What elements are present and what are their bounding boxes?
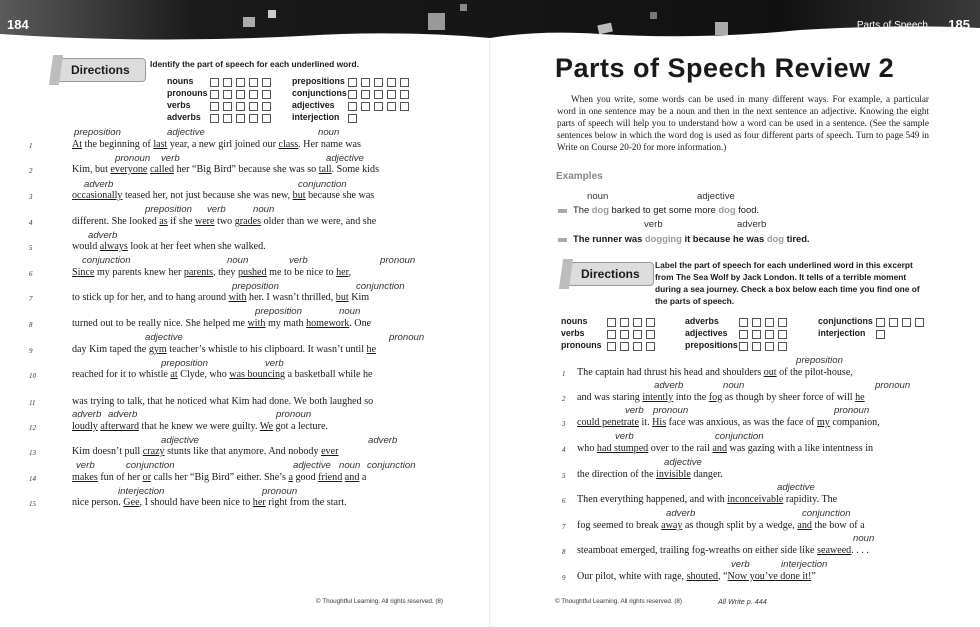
underlined-word: friend bbox=[318, 472, 343, 483]
part-of-speech-label: noun bbox=[318, 127, 340, 138]
checkbox[interactable] bbox=[387, 102, 396, 111]
underlined-word: had stumped bbox=[596, 443, 649, 454]
checklist-label-interjection: interjection bbox=[818, 328, 866, 338]
text-line: the direction of the invisible danger. bbox=[577, 469, 723, 480]
part-of-speech-label: interjection bbox=[781, 559, 828, 570]
checklist-label-adverbs: adverbs bbox=[167, 112, 201, 122]
part-of-speech-label: verb bbox=[625, 405, 644, 416]
checkbox[interactable] bbox=[262, 102, 271, 111]
text-line: Then everything happened, and with inconceivable rapidity. The bbox=[577, 494, 838, 505]
text-line: turned out to be really nice. She helped me with my math homework. One bbox=[72, 318, 372, 329]
checkbox[interactable] bbox=[876, 318, 885, 327]
underlined-word: and bbox=[712, 443, 727, 454]
checkbox[interactable] bbox=[236, 114, 245, 123]
checkbox[interactable] bbox=[739, 318, 748, 327]
underlined-word: and bbox=[344, 472, 360, 483]
underlined-word: last bbox=[153, 139, 168, 150]
intro-paragraph: When you write, some words can be used in many different ways. For example, a particular word in one sentence may be a noun and then in the next sentence an adjective. Knowing the eight parts of speech will help you to understand how a word can be used in a sentence. (See the sample sentences below in which the word dog is used as four different parts of speech. Turn to page 549 in Write on Course 20-20 for more information.) bbox=[557, 94, 929, 152]
checkbox[interactable] bbox=[249, 78, 258, 87]
part-of-speech-label: verb bbox=[265, 358, 284, 369]
text-line: Kim, but everyone called her “Big Bird” because she was so tall. Some kids bbox=[72, 164, 379, 175]
checkbox[interactable] bbox=[765, 342, 774, 351]
part-of-speech-label: noun bbox=[339, 460, 361, 471]
line-number: 3 bbox=[562, 420, 566, 428]
checkbox[interactable] bbox=[210, 78, 219, 87]
left-page-number: 184 bbox=[7, 17, 29, 32]
underlined-word: my bbox=[816, 417, 830, 428]
text-line: nice person. Gee, I should have been nice to her right from the start. bbox=[72, 497, 347, 508]
line-number: 12 bbox=[29, 424, 36, 432]
underlined-word: but bbox=[335, 292, 349, 303]
part-of-speech-label: preposition bbox=[232, 281, 279, 292]
checkbox-group-adverbs bbox=[210, 114, 275, 123]
checkbox[interactable] bbox=[915, 318, 924, 327]
checkbox[interactable] bbox=[400, 78, 409, 87]
checkbox[interactable] bbox=[607, 330, 616, 339]
underlined-word: seaweed bbox=[817, 545, 852, 556]
checkbox[interactable] bbox=[374, 78, 383, 87]
example-annotation: verb bbox=[644, 219, 663, 230]
underlined-word: grades bbox=[234, 216, 262, 227]
checkbox[interactable] bbox=[778, 342, 787, 351]
part-of-speech-label: interjection bbox=[118, 486, 165, 497]
part-of-speech-label: adjective bbox=[777, 482, 815, 493]
checkbox-group-conjunctions bbox=[876, 318, 928, 327]
part-of-speech-label: conjunction bbox=[802, 508, 851, 519]
checkbox[interactable] bbox=[249, 102, 258, 111]
checkbox-group-adjectives bbox=[739, 330, 791, 339]
checkbox[interactable] bbox=[361, 90, 370, 99]
underlined-word: were bbox=[194, 216, 215, 227]
checkbox[interactable] bbox=[620, 330, 629, 339]
text-line: occasionally teased her, not just because she was new, but because she was bbox=[72, 190, 375, 201]
line-number: 13 bbox=[29, 449, 36, 457]
checkbox[interactable] bbox=[400, 102, 409, 111]
page-title: Parts of Speech Review 2 bbox=[555, 53, 895, 83]
part-of-speech-label: noun bbox=[253, 204, 275, 215]
running-head: Parts of Speech bbox=[856, 20, 928, 31]
text-line: makes fun of her or calls her “Big Bird” either. She’s a good friend and a bbox=[72, 472, 367, 483]
part-of-speech-label: conjunction bbox=[356, 281, 405, 292]
underlined-word: and bbox=[797, 520, 812, 531]
checklist-label-pronouns: pronouns bbox=[561, 340, 602, 350]
checkbox[interactable] bbox=[633, 318, 642, 327]
underlined-word: shouted bbox=[686, 571, 719, 582]
checkbox[interactable] bbox=[620, 318, 629, 327]
part-of-speech-label: verb bbox=[289, 255, 308, 266]
checklist-label-conjunctions: conjunctions bbox=[818, 316, 873, 326]
part-of-speech-label: preposition bbox=[74, 127, 121, 138]
example-sentence-1: The dog barked to get some more dog food. bbox=[558, 204, 759, 215]
checkbox[interactable] bbox=[210, 90, 219, 99]
underlined-word: he bbox=[855, 392, 865, 403]
line-number: 2 bbox=[562, 395, 566, 403]
text-line: day Kim taped the gym teacher’s whistle to his clipboard. It wasn’t until he bbox=[72, 344, 377, 355]
checkbox[interactable] bbox=[236, 90, 245, 99]
checklist-label-nouns: nouns bbox=[167, 76, 194, 86]
part-of-speech-label: pronoun bbox=[875, 380, 911, 391]
underlined-word: he bbox=[366, 344, 377, 355]
checkbox[interactable] bbox=[348, 102, 357, 111]
text-line: At the beginning of last year, a new girl joined our class. Her name was bbox=[72, 139, 361, 150]
checkbox[interactable] bbox=[902, 318, 911, 327]
example-annotation: noun bbox=[587, 191, 609, 202]
checklist-label-adjectives: adjectives bbox=[685, 328, 728, 338]
checkbox[interactable] bbox=[223, 90, 232, 99]
right-footer-source: All Write p. 444 bbox=[718, 597, 767, 606]
underlined-word: His bbox=[652, 417, 667, 428]
checkbox[interactable] bbox=[739, 330, 748, 339]
checkbox[interactable] bbox=[348, 90, 357, 99]
checkbox[interactable] bbox=[739, 342, 748, 351]
checkbox-group-nouns bbox=[210, 78, 275, 87]
part-of-speech-label: conjunction bbox=[298, 179, 347, 190]
underlined-word: away bbox=[661, 520, 683, 531]
part-of-speech-label: preposition bbox=[161, 358, 208, 369]
line-number: 8 bbox=[29, 321, 33, 329]
header-band bbox=[0, 0, 980, 42]
line-number: 6 bbox=[562, 497, 566, 505]
checkbox[interactable] bbox=[348, 78, 357, 87]
part-of-speech-label: noun bbox=[227, 255, 249, 266]
underlined-word: her bbox=[336, 267, 349, 278]
text-line: Kim doesn’t pull crazy stunts like that anymore. And nobody ever bbox=[72, 446, 339, 457]
example-annotation: adjective bbox=[697, 191, 735, 202]
text-line: who had stumped over to the rail and was gazing with a like intentness in bbox=[577, 443, 874, 454]
part-of-speech-label: preposition bbox=[796, 355, 843, 366]
checkbox-group-adjectives bbox=[348, 102, 413, 111]
part-of-speech-label: noun bbox=[853, 533, 875, 544]
text-line: Our pilot, white with rage, shouted, “Now you’ve done it!” bbox=[577, 571, 816, 582]
line-number: 14 bbox=[29, 475, 36, 483]
right-directions-tab: Directions bbox=[564, 262, 654, 286]
text-line: fog seemed to break away as though split by a wedge, and the bow of a bbox=[577, 520, 865, 531]
checklist-label-conjunctions: conjunctions bbox=[292, 88, 347, 98]
checkbox[interactable] bbox=[752, 342, 761, 351]
part-of-speech-label: preposition bbox=[145, 204, 192, 215]
underlined-word: a bbox=[288, 472, 293, 483]
part-of-speech-label: pronoun bbox=[380, 255, 416, 266]
checkbox[interactable] bbox=[210, 102, 219, 111]
underlined-word: parents bbox=[183, 267, 214, 278]
checkbox[interactable] bbox=[646, 342, 655, 351]
part-of-speech-label: verb bbox=[731, 559, 750, 570]
underlined-word: At bbox=[72, 139, 83, 150]
checkbox[interactable] bbox=[262, 78, 271, 87]
checkbox[interactable] bbox=[262, 90, 271, 99]
checklist-label-verbs: verbs bbox=[167, 100, 191, 110]
underlined-word: occasionally bbox=[72, 190, 123, 201]
checkbox[interactable] bbox=[374, 102, 383, 111]
checkbox[interactable] bbox=[765, 330, 774, 339]
text-line: reached for it to whistle at Clyde, who was bouncing a basketball while he bbox=[72, 369, 373, 380]
underlined-word: tall bbox=[318, 164, 332, 175]
underlined-word: inconceivable bbox=[727, 494, 784, 505]
part-of-speech-label: adjective bbox=[326, 153, 364, 164]
underlined-word: but bbox=[292, 190, 306, 201]
checkbox[interactable] bbox=[223, 102, 232, 111]
checkbox-group-interjection bbox=[876, 330, 889, 339]
checklist-label-prepositions: prepositions bbox=[292, 76, 345, 86]
checklist-label-adverbs: adverbs bbox=[685, 316, 719, 326]
bullet-bar bbox=[558, 238, 567, 242]
underlined-word: ever bbox=[321, 446, 339, 457]
underlined-word: We bbox=[259, 421, 274, 432]
checkbox[interactable] bbox=[387, 90, 396, 99]
header-decoration bbox=[243, 17, 255, 27]
line-number: 5 bbox=[562, 472, 566, 480]
underlined-word: loudly bbox=[72, 421, 98, 432]
checkbox[interactable] bbox=[889, 318, 898, 327]
checkbox[interactable] bbox=[361, 78, 370, 87]
part-of-speech-label: adverb bbox=[88, 230, 118, 241]
underlined-word: everyone bbox=[110, 164, 148, 175]
part-of-speech-label: adjective bbox=[664, 457, 702, 468]
part-of-speech-label: pronoun bbox=[115, 153, 151, 164]
underlined-word: called bbox=[149, 164, 175, 175]
part-of-speech-label: verb bbox=[615, 431, 634, 442]
line-number: 7 bbox=[562, 523, 566, 531]
underlined-word: Gee bbox=[123, 497, 140, 508]
underlined-word: out bbox=[763, 367, 777, 378]
checkbox[interactable] bbox=[633, 342, 642, 351]
checkbox-group-pronouns bbox=[607, 342, 659, 351]
checkbox-group-pronouns bbox=[210, 90, 275, 99]
part-of-speech-label: adverb bbox=[666, 508, 696, 519]
part-of-speech-label: adverb bbox=[368, 435, 398, 446]
part-of-speech-label: pronoun bbox=[276, 409, 312, 420]
text-line: The captain had thrust his head and shoulders out of the pilot-house, bbox=[577, 367, 853, 378]
checkbox-group-prepositions bbox=[739, 342, 791, 351]
part-of-speech-label: verb bbox=[161, 153, 180, 164]
part-of-speech-label: pronoun bbox=[389, 332, 425, 343]
line-number: 11 bbox=[29, 399, 36, 407]
text-line: Since my parents knew her parents, they pushed me to be nice to her, bbox=[72, 267, 352, 278]
line-number: 4 bbox=[29, 219, 33, 227]
part-of-speech-label: adjective bbox=[145, 332, 183, 343]
underlined-word: at bbox=[170, 369, 178, 380]
part-of-speech-label: pronoun bbox=[653, 405, 689, 416]
checklist-label-nouns: nouns bbox=[561, 316, 588, 326]
checkbox[interactable] bbox=[400, 90, 409, 99]
underlined-word: fog bbox=[708, 392, 723, 403]
checkbox[interactable] bbox=[361, 102, 370, 111]
text-line: could penetrate it. His face was anxious, as was the face of my companion, bbox=[577, 417, 880, 428]
checkbox[interactable] bbox=[236, 102, 245, 111]
line-number: 5 bbox=[29, 244, 33, 252]
checklist-label-interjection: interjection bbox=[292, 112, 340, 122]
checkbox[interactable] bbox=[778, 318, 787, 327]
underlined-word: as bbox=[159, 216, 168, 227]
underlined-word: her bbox=[252, 497, 266, 508]
underlined-word: pushed bbox=[237, 267, 267, 278]
checkbox-group-prepositions bbox=[348, 78, 413, 87]
part-of-speech-label: adjective bbox=[167, 127, 205, 138]
checkbox[interactable] bbox=[236, 78, 245, 87]
checkbox[interactable] bbox=[646, 318, 655, 327]
left-footer: © Thoughtful Learning. All rights reserved. (8) bbox=[316, 598, 444, 605]
page-gutter bbox=[489, 40, 491, 627]
part-of-speech-label: conjunction bbox=[367, 460, 416, 471]
underlined-word: class bbox=[278, 139, 299, 150]
checklist-label-verbs: verbs bbox=[561, 328, 585, 338]
part-of-speech-label: noun bbox=[723, 380, 745, 391]
checkbox[interactable] bbox=[607, 342, 616, 351]
part-of-speech-label: adverb bbox=[108, 409, 138, 420]
underlined-word: Now you’ve done it! bbox=[727, 571, 812, 582]
checkbox[interactable] bbox=[633, 330, 642, 339]
right-directions-text: Label the part of speech for each underlined word in this excerpt from The Sea Wolf by Jack London. It tells of a terrible moment during a sea journey. Check a box below each time you find one of the parts of speech. bbox=[655, 260, 920, 306]
text-line: and was staring intently into the fog as though by sheer force of will he bbox=[577, 392, 865, 403]
checkbox[interactable] bbox=[778, 330, 787, 339]
checkbox[interactable] bbox=[646, 330, 655, 339]
line-number: 4 bbox=[562, 446, 566, 454]
text-line: would always look at her feet when she walked. bbox=[72, 241, 266, 252]
line-number: 2 bbox=[29, 167, 33, 175]
underlined-word: with bbox=[228, 292, 247, 303]
left-directions-tab: Directions bbox=[54, 58, 146, 82]
right-page-number: 185 bbox=[948, 17, 970, 32]
checkbox[interactable] bbox=[223, 114, 232, 123]
part-of-speech-label: adjective bbox=[293, 460, 331, 471]
part-of-speech-label: conjunction bbox=[715, 431, 764, 442]
part-of-speech-label: noun bbox=[339, 306, 361, 317]
line-number: 1 bbox=[29, 142, 33, 150]
checkbox[interactable] bbox=[262, 114, 271, 123]
part-of-speech-label: pronoun bbox=[834, 405, 870, 416]
checkbox[interactable] bbox=[374, 90, 383, 99]
part-of-speech-label: adverb bbox=[72, 409, 102, 420]
line-number: 15 bbox=[29, 500, 36, 508]
underlined-word: intently bbox=[642, 392, 674, 403]
part-of-speech-label: adjective bbox=[161, 435, 199, 446]
line-number: 1 bbox=[562, 370, 566, 378]
checkbox[interactable] bbox=[752, 330, 761, 339]
checkbox[interactable] bbox=[765, 318, 774, 327]
text-line: to stick up for her, and to hang around with her. I wasn’t thrilled, but Kim bbox=[72, 292, 370, 303]
text-line: loudly afterward that he knew we were guilty. We got a lecture. bbox=[72, 421, 328, 432]
checkbox-group-conjunctions bbox=[348, 90, 413, 99]
example-annotation: adverb bbox=[737, 219, 767, 230]
left-directions-text: Identify the part of speech for each underlined word. bbox=[150, 59, 359, 69]
line-number: 6 bbox=[29, 270, 33, 278]
right-footer-copyright: © Thoughtful Learning. All rights reserved. (8) bbox=[555, 598, 683, 605]
underlined-word: gym bbox=[148, 344, 167, 355]
checkbox[interactable] bbox=[348, 114, 357, 123]
checkbox-group-nouns bbox=[607, 318, 659, 327]
checkbox[interactable] bbox=[876, 330, 885, 339]
part-of-speech-label: conjunction bbox=[126, 460, 175, 471]
checkbox[interactable] bbox=[387, 78, 396, 87]
checkbox[interactable] bbox=[249, 90, 258, 99]
part-of-speech-label: preposition bbox=[255, 306, 302, 317]
line-number: 3 bbox=[29, 193, 33, 201]
checkbox[interactable] bbox=[223, 78, 232, 87]
line-number: 9 bbox=[29, 347, 33, 355]
part-of-speech-label: adverb bbox=[654, 380, 684, 391]
line-number: 7 bbox=[29, 295, 33, 303]
checkbox-group-adverbs bbox=[739, 318, 791, 327]
underlined-word: invisible bbox=[656, 469, 691, 480]
checklist-label-pronouns: pronouns bbox=[167, 88, 208, 98]
part-of-speech-label: conjunction bbox=[82, 255, 131, 266]
underlined-word: always bbox=[99, 241, 128, 252]
checkbox-group-verbs bbox=[607, 330, 659, 339]
part-of-speech-label: verb bbox=[207, 204, 226, 215]
part-of-speech-label: verb bbox=[76, 460, 95, 471]
part-of-speech-label: adverb bbox=[84, 179, 114, 190]
checkbox[interactable] bbox=[249, 114, 258, 123]
checkbox[interactable] bbox=[752, 318, 761, 327]
text-line: different. She looked as if she were two grades older than we were, and she bbox=[72, 216, 377, 227]
checkbox-group-interjection bbox=[348, 114, 361, 123]
bullet-bar bbox=[558, 209, 567, 213]
checkbox[interactable] bbox=[210, 114, 219, 123]
examples-heading: Examples bbox=[556, 171, 603, 182]
underlined-word: could penetrate bbox=[577, 417, 639, 428]
underlined-word: afterward bbox=[100, 421, 139, 432]
checklist-label-adjectives: adjectives bbox=[292, 100, 335, 110]
part-of-speech-label: pronoun bbox=[262, 486, 298, 497]
line-number: 8 bbox=[562, 548, 566, 556]
text-line: steamboat emerged, trailing fog-wreaths on either side like seaweed. . . . bbox=[577, 545, 869, 556]
checkbox[interactable] bbox=[620, 342, 629, 351]
underlined-word: Since bbox=[72, 267, 95, 278]
line-number: 9 bbox=[562, 574, 566, 582]
underlined-word: crazy bbox=[142, 446, 165, 457]
underlined-word: or bbox=[142, 472, 152, 483]
checkbox-group-verbs bbox=[210, 102, 275, 111]
text-line: was trying to talk, that he noticed what Kim had done. We both laughed so bbox=[72, 396, 374, 407]
underlined-word: makes bbox=[72, 472, 98, 483]
checkbox[interactable] bbox=[607, 318, 616, 327]
example-sentence-2: The runner was dogging it because he was dog tired. bbox=[558, 233, 810, 244]
underlined-word: was bouncing bbox=[229, 369, 286, 380]
line-number: 10 bbox=[29, 372, 36, 380]
underlined-word: homework bbox=[306, 318, 350, 329]
underlined-word: with bbox=[247, 318, 266, 329]
checklist-label-prepositions: prepositions bbox=[685, 340, 738, 350]
